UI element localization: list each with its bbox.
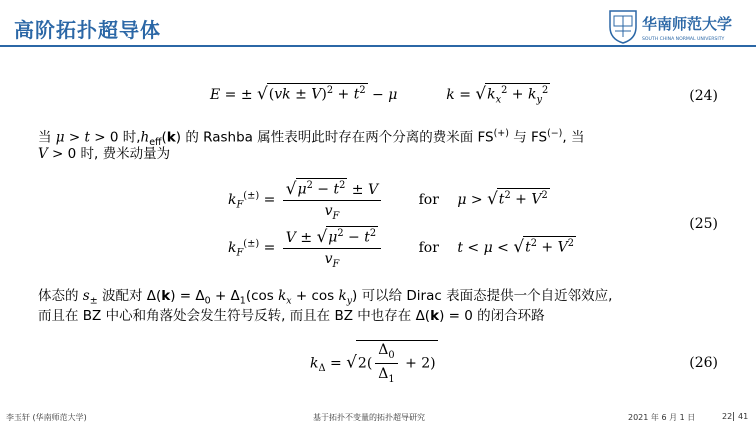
footer-talk-title: 基于拓扑不变量的拓扑超导研究	[313, 413, 425, 422]
equation-25-number: (25)	[689, 216, 718, 232]
footer-date: 2021 年 6 月 1 日	[628, 413, 696, 422]
equation-25-line-1: $k_F^{(\pm)}$ = $\frac{√\mu^2 - t^2 \pm V}{v_F}$ for $\mu > √t^2 + V^2$	[228, 178, 548, 222]
svg-text:SOUTH CHINA NORMAL UNIVERSITY: SOUTH CHINA NORMAL UNIVERSITY	[642, 37, 725, 42]
paragraph-4: 而且在 BZ 中心和角落处会发生符号反转, 而且在 BZ 中也存在 Δ(k) = 0 的闭合环路	[38, 308, 545, 324]
paragraph-2: V > 0 时, 费米动量为	[38, 146, 171, 162]
equation-26: $k_\Delta = √2$( $\frac{\Delta_0}{\Delta_1}$ + 2)	[310, 342, 436, 385]
paragraph-3: 体态的 $s_\pm$ 波配对 $\Delta(k) = \Delta_0 + \Delta_1(\cos$ $k_x + \cos k_y$) 可以给 Dirac 表面态提供一个自近邻效应,	[38, 288, 613, 307]
paragraph-1: 当 μ > t > 0 时$,h_{eff}(k)$ 的 Rashba 属性表明此时存在两个分离的费米面 FS(+) 与 FS(−), 当	[38, 128, 585, 149]
equation-24-number: (24)	[689, 88, 718, 104]
page-title: 高阶拓扑超导体	[14, 18, 161, 42]
footer-author: 李玉轩 (华南师范大学)	[6, 413, 87, 422]
university-logo	[606, 7, 752, 45]
equation-26-number: (26)	[689, 355, 718, 371]
svg-text:华南师范大学: 华南师范大学	[642, 15, 733, 33]
title-underline	[0, 45, 756, 47]
footer-total-pages: 41	[733, 412, 748, 421]
equation-24: E = ± $√(vk \pm V)^2 + t^2 - \mu$ $k = √k_x^2 + k_y^2$	[210, 83, 549, 106]
equation-25-line-2: $k_F^{(\pm)}$ = $\frac{V \pm √\mu^2 - t^2}{v_F}$ for $t < \mu < √t^2 + V^2$	[228, 226, 574, 270]
footer-page-number: 22	[722, 412, 733, 421]
crest-icon	[610, 11, 636, 43]
footer	[0, 408, 756, 425]
